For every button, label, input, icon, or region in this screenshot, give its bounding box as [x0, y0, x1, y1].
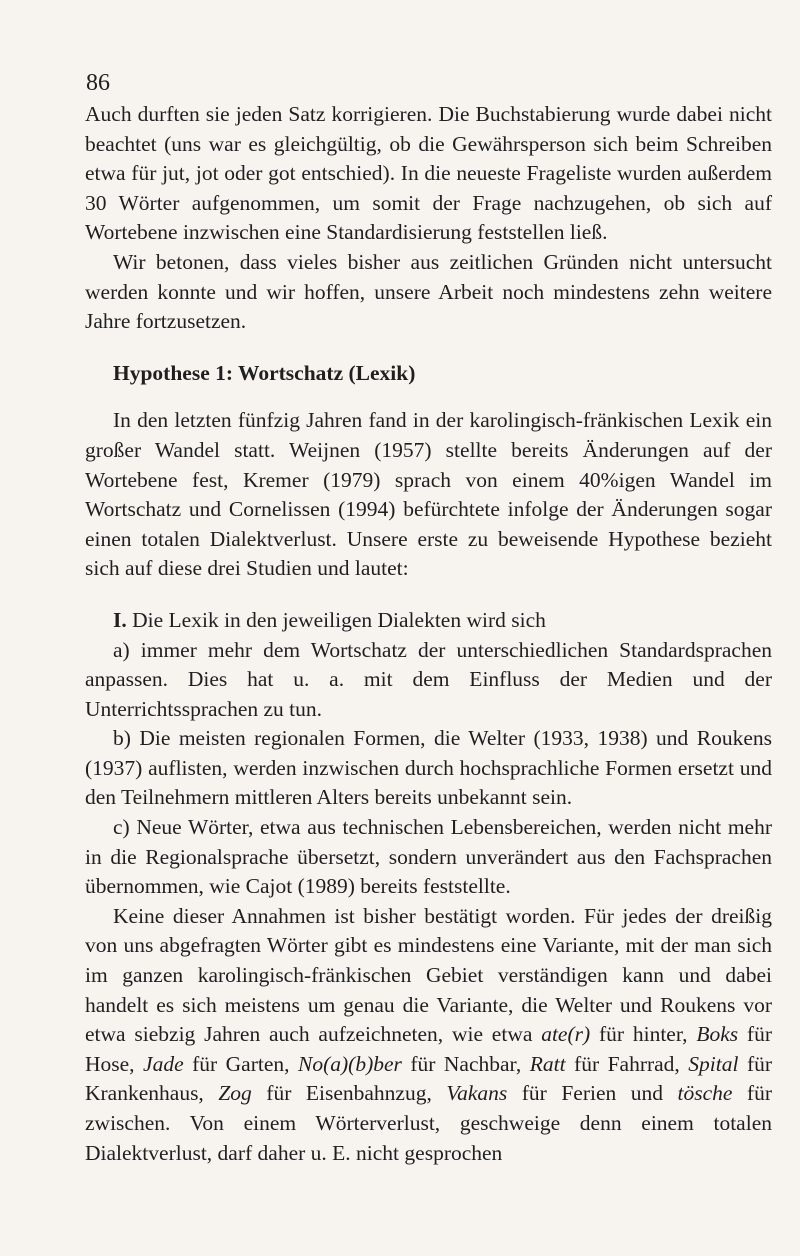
dialect-word: tösche: [677, 1081, 733, 1106]
paragraph-outlook: Wir betonen, dass vieles bisher aus zeitlichen Gründen nicht untersucht werden konnte und wir hoffen, unsere Arbeit noch mindestens zehn weitere Jahre fortzusetzen.: [85, 249, 772, 334]
findings-text: für Fahrrad,: [565, 1051, 689, 1076]
page-number: 86: [86, 70, 110, 96]
findings-text: Keine dieser Annahmen ist bisher bestätigt worden. Für jedes der dreißig von uns abgefragten Wörter gibt es mindestens eine Variante, mit der man sich im ganzen karolingisch-fränkischen Gebiet verständigen kann und dabei handelt es sich meistens um genau die Variante, die Welter und Roukens vor etwa siebzig Jahren auch aufzeichneten, wie etwa: [85, 903, 772, 1047]
findings-text: für Ferien und: [507, 1081, 678, 1106]
dialect-word: Vakans: [446, 1081, 508, 1106]
dialect-word: ate(r): [541, 1022, 591, 1047]
findings-text: für Hose,: [85, 1022, 772, 1076]
section-heading: Hypothese 1: Wortschatz (Lexik): [113, 360, 416, 385]
findings-text: für zwischen. Von einem Wörterverlust, geschweige denn einem totalen Dialektverlust, darf daher u. E. nicht gesprochen: [85, 1081, 773, 1165]
dialect-word: Ratt: [529, 1051, 566, 1076]
paragraph-background: In den letzten fünfzig Jahren fand in der karolingisch-fränkischen Lexik ein großer Wandel statt. Weijnen (1957) stellte bereits Änderungen auf der Wortebene fest, Kremer (1979) sprach von einem 40%igen Wandel im Wortschatz und Cornelissen (1994) befürchtete infolge der Änderungen sogar einen totalen Dialektverlust. Unsere erste zu beweisende Hypothese bezieht sich auf diese drei Studien und lautet:: [85, 408, 772, 581]
hypothesis-point-c: c) Neue Wörter, etwa aus technischen Lebensbereichen, werden nicht mehr in die Regionalsprache übersetzt, sondern unverändert aus den Fachsprachen übernommen, wie Cajot (1989) bereits feststellte.: [85, 815, 772, 899]
paragraph-findings: [85, 902, 772, 1168]
paragraph-intro: Auch durften sie jeden Satz korrigieren. Die Buchstabierung wurde dabei nicht beachtet (uns war es gleichgültig, ob die Gewährsperson sich beim Schreiben etwa für jut, jot oder got entschied). In die neueste Frageliste wurden außerdem 30 Wörter aufgenommen, um somit der Frage nachzugehen, ob sich auf Wortebene inzwischen eine Standardisierung feststellen ließ.: [85, 102, 772, 245]
hypothesis-statement: [85, 606, 772, 636]
findings-text: für Garten,: [183, 1051, 298, 1076]
dialect-word: No(a)(b)ber: [298, 1051, 402, 1076]
findings-text: für Krankenhaus,: [85, 1051, 773, 1106]
dialect-word: Boks: [696, 1022, 739, 1047]
dialect-word: Jade: [143, 1051, 184, 1076]
findings-text: für hinter,: [590, 1022, 697, 1047]
dialect-word: Spital: [688, 1051, 739, 1076]
dialect-word: Zog: [218, 1081, 252, 1106]
hypothesis-point-a: a) immer mehr dem Wortschatz der unterschiedlichen Standardsprachen anpassen. Dies hat u. a. mit dem Einfluss der Medien und der Unterrichtssprachen zu tun.: [85, 637, 772, 721]
findings-text: für Eisenbahnzug,: [251, 1081, 447, 1106]
hypothesis-label: I.: [113, 607, 127, 632]
hypothesis-text: Die Lexik in den jeweiligen Dialekten wird sich: [126, 607, 546, 632]
findings-text: für Nachbar,: [401, 1051, 530, 1076]
hypothesis-point-b: b) Die meisten regionalen Formen, die Welter (1933, 1938) und Roukens (1937) auflisten, werden inzwischen durch hochsprachliche Formen ersetzt und den Teilnehmern mittleren Alters bereits unbekannt sein.: [85, 726, 772, 810]
